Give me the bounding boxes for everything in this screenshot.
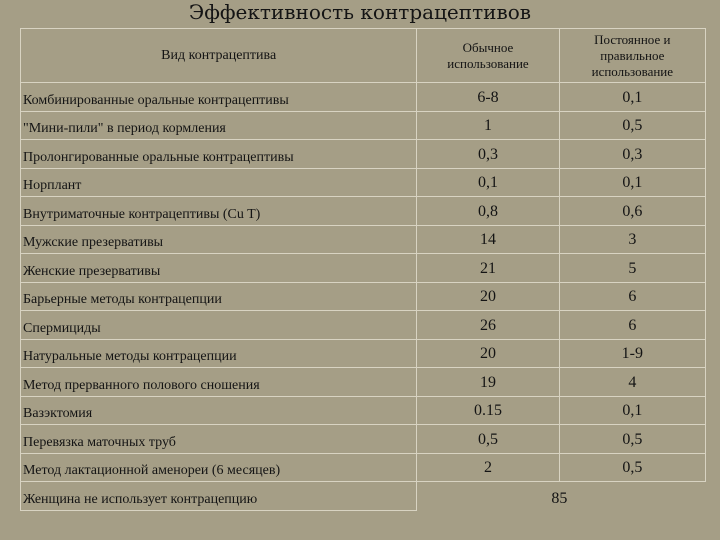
row-typical-use: 0,5	[417, 425, 559, 454]
row-perfect-use: 0,3	[559, 140, 705, 169]
row-method: "Мини-пили" в период кормления	[21, 111, 417, 140]
row-typical-use: 19	[417, 368, 559, 397]
row-typical-use: 20	[417, 282, 559, 311]
row-typical-use: 0.15	[417, 396, 559, 425]
row-typical-use: 21	[417, 254, 559, 283]
row-method: Натуральные методы контрацепции	[21, 339, 417, 368]
table-row	[21, 83, 706, 112]
row-method: Комбинированные оральные контрацептивы	[21, 83, 417, 112]
row-method: Метод лактационной аменореи (6 месяцев)	[21, 453, 417, 482]
row-perfect-use: 0,1	[559, 168, 705, 197]
table-row	[21, 339, 706, 368]
table-row	[21, 453, 706, 482]
row-perfect-use: 0,6	[559, 197, 705, 226]
row-method: Норплант	[21, 168, 417, 197]
row-method: Вазэктомия	[21, 396, 417, 425]
table-row	[21, 140, 706, 169]
row-method: Женские презервативы	[21, 254, 417, 283]
row-perfect-use: 0,5	[559, 111, 705, 140]
page-title: Эффективность контрацептивов	[188, 0, 532, 24]
row-perfect-use: 5	[559, 254, 705, 283]
no-contraception-value: 85	[551, 490, 568, 507]
row-typical-use: 6-8	[417, 83, 559, 112]
row-perfect-use: 0,5	[559, 425, 705, 454]
table-row	[21, 311, 706, 340]
row-typical-use: 2	[417, 453, 559, 482]
table-header-row	[21, 29, 706, 83]
table-row	[21, 368, 706, 397]
row-perfect-use: 4	[559, 368, 705, 397]
table-row-no-contraception	[21, 482, 706, 511]
row-typical-use: 1	[417, 111, 559, 140]
row-perfect-use: 0,5	[559, 453, 705, 482]
row-typical-use: 0,1	[417, 168, 559, 197]
row-perfect-use: 6	[559, 311, 705, 340]
row-method: Женщина не использует контрацепцию	[21, 482, 417, 511]
header-method: Вид контрацептива	[21, 29, 417, 83]
table-row	[21, 425, 706, 454]
row-perfect-use: 1-9	[559, 339, 705, 368]
table-row	[21, 111, 706, 140]
table-row	[21, 396, 706, 425]
table-row	[21, 225, 706, 254]
table-row	[21, 197, 706, 226]
row-typical-use: 14	[417, 225, 559, 254]
row-method: Метод прерванного полового сношения	[21, 368, 417, 397]
row-typical-use: 26	[417, 311, 559, 340]
table-row	[21, 282, 706, 311]
row-method: Внутриматочные контрацептивы (Cu T)	[21, 197, 417, 226]
row-typical-use: 20	[417, 339, 559, 368]
row-method: Спермициды	[21, 311, 417, 340]
table-row	[21, 168, 706, 197]
header-typical-use: Обычное использование	[417, 29, 559, 83]
row-method: Пролонгированные оральные контрацептивы	[21, 140, 417, 169]
header-perfect-use: Постоянное и правильное использование	[559, 29, 705, 83]
row-method: Барьерные методы контрацепции	[21, 282, 417, 311]
row-method: Перевязка маточных труб	[21, 425, 417, 454]
row-perfect-use: 6	[559, 282, 705, 311]
row-method: Мужские презервативы	[21, 225, 417, 254]
row-perfect-use: 0,1	[559, 83, 705, 112]
contraceptive-efficacy-table	[20, 28, 706, 511]
row-typical-use: 0,3	[417, 140, 559, 169]
row-typical-use: 0,8	[417, 197, 559, 226]
table-row	[21, 254, 706, 283]
row-perfect-use: 3	[559, 225, 705, 254]
row-perfect-use: 0,1	[559, 396, 705, 425]
